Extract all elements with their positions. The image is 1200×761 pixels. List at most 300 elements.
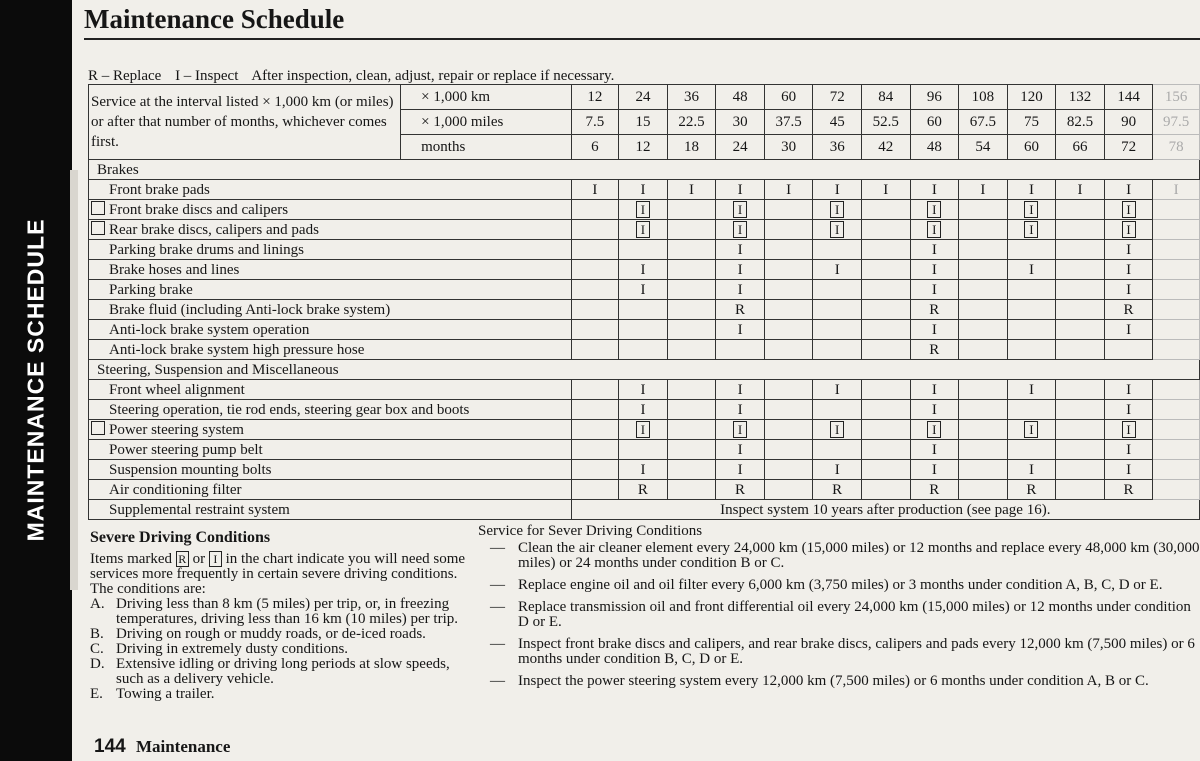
schedule-cell — [667, 380, 716, 400]
schedule-cell — [1056, 400, 1105, 420]
page-number: 144 — [94, 736, 126, 757]
item-label-text: Front wheel alignment — [109, 381, 245, 398]
condition-letter: A. — [90, 596, 105, 612]
schedule-cell: I — [1104, 260, 1153, 280]
schedule-cell — [861, 440, 910, 460]
item-label — [89, 180, 572, 200]
schedule-cell — [861, 320, 910, 340]
service-text: Replace engine oil and oil filter every 6,000 km (3,750 miles) or 3 months under condition A, B, C, D or E. — [518, 577, 1163, 593]
schedule-cell — [861, 220, 910, 240]
schedule-cell — [1056, 380, 1105, 400]
item-label-text: Air conditioning filter — [109, 481, 242, 498]
schedule-cell — [619, 300, 668, 320]
schedule-cell — [571, 300, 619, 320]
schedule-cell: I — [813, 260, 862, 280]
schedule-cell — [1007, 200, 1056, 220]
schedule-row — [89, 340, 1200, 360]
schedule-cell: I — [619, 280, 668, 300]
schedule-cell — [959, 440, 1008, 460]
schedule-cell — [861, 460, 910, 480]
schedule-cell — [861, 400, 910, 420]
item-label-text: Steering operation, tie rod ends, steering gear box and boots — [109, 401, 470, 418]
schedule-cell — [764, 440, 813, 460]
schedule-cell — [619, 240, 668, 260]
schedule-cell — [619, 200, 668, 220]
schedule-cell — [667, 440, 716, 460]
schedule-cell — [1056, 440, 1105, 460]
condition-item — [90, 657, 480, 687]
schedule-cell — [667, 400, 716, 420]
item-label — [89, 200, 572, 220]
item-label-text: Suspension mounting bolts — [109, 461, 272, 478]
schedule-cell: I — [910, 460, 959, 480]
interval-value: 15 — [619, 110, 668, 135]
footer-section: Maintenance — [135, 737, 231, 756]
item-label — [89, 300, 572, 320]
condition-text: Driving on rough or muddy roads, or de-iced roads. — [116, 626, 426, 642]
schedule-cell — [861, 200, 910, 220]
schedule-row — [89, 480, 1200, 500]
schedule-cell — [764, 420, 813, 440]
condition-letter: B. — [90, 626, 104, 642]
schedule-cell: I — [1104, 240, 1153, 260]
interval-value: 72 — [813, 85, 862, 110]
section-row — [89, 360, 1200, 380]
schedule-cell — [619, 440, 668, 460]
schedule-row — [89, 420, 1200, 440]
item-label — [89, 440, 572, 460]
schedule-cell — [571, 220, 619, 240]
schedule-row — [89, 380, 1200, 400]
schedule-cell — [571, 320, 619, 340]
schedule-cell: I — [1104, 460, 1153, 480]
service-text: Inspect front brake discs and calipers, and rear brake discs, calipers and pads every 12,000 km (7,500 miles) or 6 months under condition B, C, D or E. — [518, 636, 1195, 667]
service-item — [478, 637, 1200, 667]
schedule-row — [89, 300, 1200, 320]
schedule-cell — [1153, 300, 1200, 320]
schedule-cell — [959, 420, 1008, 440]
schedule-cell — [861, 300, 910, 320]
header-row — [89, 85, 1200, 110]
schedule-cell: R — [910, 480, 959, 500]
interval-value: 82.5 — [1056, 110, 1105, 135]
schedule-cell — [1153, 200, 1200, 220]
item-label — [89, 240, 572, 260]
schedule-cell — [571, 200, 619, 220]
item-label-text: Supplemental restraint system — [109, 501, 290, 518]
schedule-cell: I — [1104, 320, 1153, 340]
severe-checkbox-icon — [91, 421, 105, 435]
item-label — [89, 220, 572, 240]
schedule-cell — [959, 480, 1008, 500]
schedule-cell — [813, 200, 862, 220]
schedule-cell: I — [813, 460, 862, 480]
schedule-cell: I — [716, 320, 765, 340]
schedule-cell — [1153, 260, 1200, 280]
schedule-cell — [959, 340, 1008, 360]
schedule-cell: I — [861, 180, 910, 200]
item-label — [89, 320, 572, 340]
schedule-cell — [667, 240, 716, 260]
interval-value: 12 — [619, 135, 668, 160]
schedule-cell — [667, 200, 716, 220]
interval-value: 18 — [667, 135, 716, 160]
schedule-cell — [861, 240, 910, 260]
boxed-mark: I — [830, 221, 844, 238]
schedule-cell: I — [667, 180, 716, 200]
schedule-cell: I — [1104, 440, 1153, 460]
item-label — [89, 380, 572, 400]
schedule-cell: I — [910, 280, 959, 300]
schedule-cell — [619, 340, 668, 360]
schedule-cell — [619, 320, 668, 340]
schedule-cell — [959, 220, 1008, 240]
schedule-row — [89, 240, 1200, 260]
schedule-cell — [764, 320, 813, 340]
schedule-cell: I — [619, 180, 668, 200]
interval-value: 120 — [1007, 85, 1056, 110]
schedule-cell — [1153, 280, 1200, 300]
item-label-text: Front brake pads — [109, 181, 210, 198]
severe-heading: Severe Driving Conditions — [90, 529, 271, 546]
schedule-cell — [959, 300, 1008, 320]
service-item — [478, 541, 1200, 571]
boxed-mark: I — [1122, 421, 1136, 438]
sidebar-tab — [70, 170, 78, 590]
item-label — [89, 280, 572, 300]
item-label — [89, 480, 572, 500]
schedule-cell — [813, 320, 862, 340]
schedule-cell: I — [910, 180, 959, 200]
schedule-cell: R — [716, 300, 765, 320]
schedule-cell: I — [1104, 400, 1153, 420]
title-rule — [84, 38, 1200, 40]
schedule-cell — [667, 340, 716, 360]
boxed-mark: I — [636, 201, 650, 218]
service-text: Replace transmission oil and front differential oil every 24,000 km (15,000 miles) or 12 months under condition D or E. — [518, 599, 1191, 630]
schedule-cell — [861, 340, 910, 360]
item-label — [89, 400, 572, 420]
schedule-cell: R — [1007, 480, 1056, 500]
schedule-cell — [813, 400, 862, 420]
item-label-text: Front brake discs and calipers — [109, 201, 289, 218]
schedule-cell — [1153, 400, 1200, 420]
schedule-cell — [910, 200, 959, 220]
interval-value: 24 — [619, 85, 668, 110]
interval-value: 66 — [1056, 135, 1105, 160]
schedule-cell — [764, 300, 813, 320]
schedule-cell: I — [716, 260, 765, 280]
schedule-cell — [1056, 240, 1105, 260]
item-label — [89, 420, 572, 440]
schedule-cell — [1056, 280, 1105, 300]
section-side-label: MAINTENANCE SCHEDULE — [22, 218, 49, 542]
schedule-cell — [1056, 320, 1105, 340]
item-label-text: Parking brake drums and linings — [109, 241, 304, 258]
schedule-cell: I — [1056, 180, 1105, 200]
conditions-heading: The conditions are: — [90, 581, 206, 597]
schedule-cell — [1056, 300, 1105, 320]
service-item — [478, 600, 1200, 630]
schedule-cell: I — [619, 460, 668, 480]
legend — [88, 68, 624, 85]
schedule-cell — [1007, 220, 1056, 240]
boxed-mark: I — [1024, 421, 1038, 438]
schedule-cell: I — [1007, 260, 1056, 280]
schedule-row — [89, 500, 1200, 520]
row-note: Inspect system 10 years after production (see page 16). — [571, 500, 1199, 520]
severe-checkbox-icon — [91, 201, 105, 215]
schedule-cell: I — [716, 180, 765, 200]
item-label-text: Anti-lock brake system operation — [109, 321, 310, 338]
interval-value: 60 — [1007, 135, 1056, 160]
schedule-cell — [667, 480, 716, 500]
schedule-cell — [667, 280, 716, 300]
schedule-cell — [1153, 320, 1200, 340]
schedule-cell: R — [716, 480, 765, 500]
schedule-cell — [813, 340, 862, 360]
schedule-cell: I — [1104, 280, 1153, 300]
schedule-cell — [813, 240, 862, 260]
schedule-cell — [959, 280, 1008, 300]
schedule-cell — [813, 440, 862, 460]
interval-value: 78 — [1153, 135, 1200, 160]
condition-letter: D. — [90, 656, 105, 672]
schedule-cell: I — [1153, 180, 1200, 200]
item-label-text: Brake fluid (including Anti-lock brake system) — [109, 301, 391, 318]
schedule-cell — [571, 440, 619, 460]
condition-item — [90, 627, 480, 642]
service-list — [478, 541, 1200, 689]
schedule-cell — [619, 420, 668, 440]
condition-item — [90, 597, 480, 627]
schedule-cell: I — [619, 380, 668, 400]
interval-value: 97.5 — [1153, 110, 1200, 135]
page-footer — [94, 736, 230, 758]
schedule-cell — [1153, 220, 1200, 240]
item-label — [89, 260, 572, 280]
schedule-cell — [571, 420, 619, 440]
interval-value: 48 — [910, 135, 959, 160]
condition-text: Driving less than 8 km (5 miles) per trip, or, in freezing temperatures, driving less than 16 km (10 miles) per trip. — [116, 596, 459, 627]
schedule-cell: I — [910, 320, 959, 340]
item-label — [89, 340, 572, 360]
severe-service — [478, 524, 1200, 696]
schedule-cell — [1153, 460, 1200, 480]
intro-text-end: in the chart indicate you will need some services more frequently in certain severe driving conditions. — [90, 551, 466, 582]
service-dash: — — [490, 540, 505, 556]
schedule-cell — [764, 380, 813, 400]
schedule-cell: I — [959, 180, 1008, 200]
interval-description: Service at the interval listed × 1,000 km (or miles) or after that number of months, whichever comes first. — [89, 85, 401, 160]
service-dash: — — [490, 599, 505, 615]
schedule-cell: R — [910, 340, 959, 360]
schedule-cell — [764, 220, 813, 240]
service-item — [478, 674, 1200, 689]
condition-item — [90, 642, 480, 657]
condition-text: Extensive idling or driving long periods at slow speeds, such as a delivery vehicle. — [116, 656, 450, 687]
boxed-mark: I — [1024, 201, 1038, 218]
schedule-cell: R — [619, 480, 668, 500]
interval-value: 37.5 — [764, 110, 813, 135]
schedule-cell — [571, 280, 619, 300]
item-label — [89, 460, 572, 480]
schedule-row — [89, 460, 1200, 480]
schedule-cell — [1104, 200, 1153, 220]
interval-value: 24 — [716, 135, 765, 160]
service-text: Inspect the power steering system every 12,000 km (7,500 miles) or 6 months under condition A, B or C. — [518, 673, 1149, 689]
interval-value: 60 — [764, 85, 813, 110]
schedule-cell: I — [619, 400, 668, 420]
schedule-cell — [1104, 340, 1153, 360]
schedule-cell — [813, 220, 862, 240]
boxed-mark: I — [636, 421, 650, 438]
schedule-cell: I — [910, 260, 959, 280]
page-title: Maintenance Schedule — [84, 4, 345, 34]
schedule-cell — [619, 220, 668, 240]
interval-value: 30 — [716, 110, 765, 135]
schedule-cell — [1153, 240, 1200, 260]
schedule-cell — [1153, 380, 1200, 400]
interval-value: 52.5 — [861, 110, 910, 135]
schedule-cell — [861, 480, 910, 500]
schedule-cell — [1153, 480, 1200, 500]
schedule-cell — [861, 380, 910, 400]
schedule-cell — [1056, 460, 1105, 480]
schedule-cell: I — [716, 400, 765, 420]
schedule-cell — [571, 340, 619, 360]
interval-value: 84 — [861, 85, 910, 110]
schedule-cell: R — [1104, 480, 1153, 500]
schedule-cell — [571, 480, 619, 500]
severe-checkbox-icon — [91, 221, 105, 235]
schedule-cell: I — [716, 240, 765, 260]
unit-label: × 1,000 miles — [401, 110, 572, 135]
schedule-cell — [716, 200, 765, 220]
schedule-cell — [1007, 300, 1056, 320]
schedule-cell — [1007, 240, 1056, 260]
inspect-box-marker: I — [209, 551, 222, 567]
schedule-cell: I — [813, 180, 862, 200]
schedule-cell — [667, 260, 716, 280]
schedule-cell — [571, 260, 619, 280]
schedule-row — [89, 220, 1200, 240]
intro-or: or — [192, 551, 206, 567]
schedule-cell: I — [716, 440, 765, 460]
schedule-cell — [1007, 340, 1056, 360]
interval-value: 6 — [571, 135, 619, 160]
schedule-cell — [959, 320, 1008, 340]
schedule-cell — [764, 280, 813, 300]
item-label-text: Brake hoses and lines — [109, 261, 240, 278]
schedule-cell — [959, 460, 1008, 480]
section-row — [89, 160, 1200, 180]
schedule-row — [89, 180, 1200, 200]
boxed-mark: I — [1024, 221, 1038, 238]
interval-value: 96 — [910, 85, 959, 110]
interval-value: 108 — [959, 85, 1008, 110]
interval-value: 7.5 — [571, 110, 619, 135]
schedule-cell — [667, 300, 716, 320]
schedule-cell: I — [571, 180, 619, 200]
section-title: Steering, Suspension and Miscellaneous — [89, 360, 1200, 380]
schedule-cell — [959, 260, 1008, 280]
condition-text: Towing a trailer. — [116, 686, 215, 702]
schedule-cell — [571, 240, 619, 260]
interval-value: 144 — [1104, 85, 1153, 110]
schedule-cell — [764, 240, 813, 260]
schedule-cell — [667, 220, 716, 240]
severe-conditions — [90, 530, 480, 702]
schedule-cell — [1056, 480, 1105, 500]
schedule-cell — [716, 220, 765, 240]
schedule-cell: I — [716, 280, 765, 300]
schedule-cell: I — [619, 260, 668, 280]
interval-value: 90 — [1104, 110, 1153, 135]
service-item — [478, 578, 1200, 593]
schedule-cell — [667, 460, 716, 480]
schedule-cell — [1007, 420, 1056, 440]
schedule-cell: I — [1007, 460, 1056, 480]
replace-box-marker: R — [176, 551, 189, 567]
severe-intro — [90, 551, 480, 582]
schedule-cell — [861, 260, 910, 280]
interval-value: 156 — [1153, 85, 1200, 110]
schedule-cell: I — [1007, 380, 1056, 400]
item-label-text: Rear brake discs, calipers and pads — [109, 221, 319, 238]
interval-value: 72 — [1104, 135, 1153, 160]
schedule-cell — [959, 200, 1008, 220]
schedule-cell — [764, 200, 813, 220]
schedule-cell — [1056, 260, 1105, 280]
boxed-mark: I — [1122, 221, 1136, 238]
schedule-cell — [959, 400, 1008, 420]
schedule-cell — [959, 240, 1008, 260]
schedule-cell — [1007, 400, 1056, 420]
schedule-cell — [1056, 220, 1105, 240]
schedule-cell — [571, 380, 619, 400]
schedule-cell — [1056, 340, 1105, 360]
condition-letter: C. — [90, 641, 104, 657]
interval-value: 36 — [667, 85, 716, 110]
schedule-cell — [667, 320, 716, 340]
schedule-cell — [571, 400, 619, 420]
schedule-row — [89, 440, 1200, 460]
schedule-cell: I — [910, 380, 959, 400]
item-label-text: Power steering pump belt — [109, 441, 263, 458]
interval-value: 54 — [959, 135, 1008, 160]
boxed-mark: I — [830, 201, 844, 218]
schedule-cell: I — [716, 460, 765, 480]
schedule-cell — [910, 420, 959, 440]
schedule-cell: I — [910, 400, 959, 420]
schedule-cell — [1007, 440, 1056, 460]
schedule-row — [89, 320, 1200, 340]
schedule-cell: I — [910, 440, 959, 460]
schedule-cell — [1104, 220, 1153, 240]
item-label-text: Power steering system — [109, 421, 244, 438]
schedule-cell — [1153, 340, 1200, 360]
schedule-cell — [716, 420, 765, 440]
boxed-mark: I — [1122, 201, 1136, 218]
section-title: Brakes — [89, 160, 1200, 180]
schedule-cell — [716, 340, 765, 360]
unit-label: months — [401, 135, 572, 160]
condition-text: Driving in extremely dusty conditions. — [116, 641, 349, 657]
interval-value: 67.5 — [959, 110, 1008, 135]
service-heading: Service for Sever Driving Conditions — [478, 523, 703, 539]
condition-item — [90, 687, 480, 702]
